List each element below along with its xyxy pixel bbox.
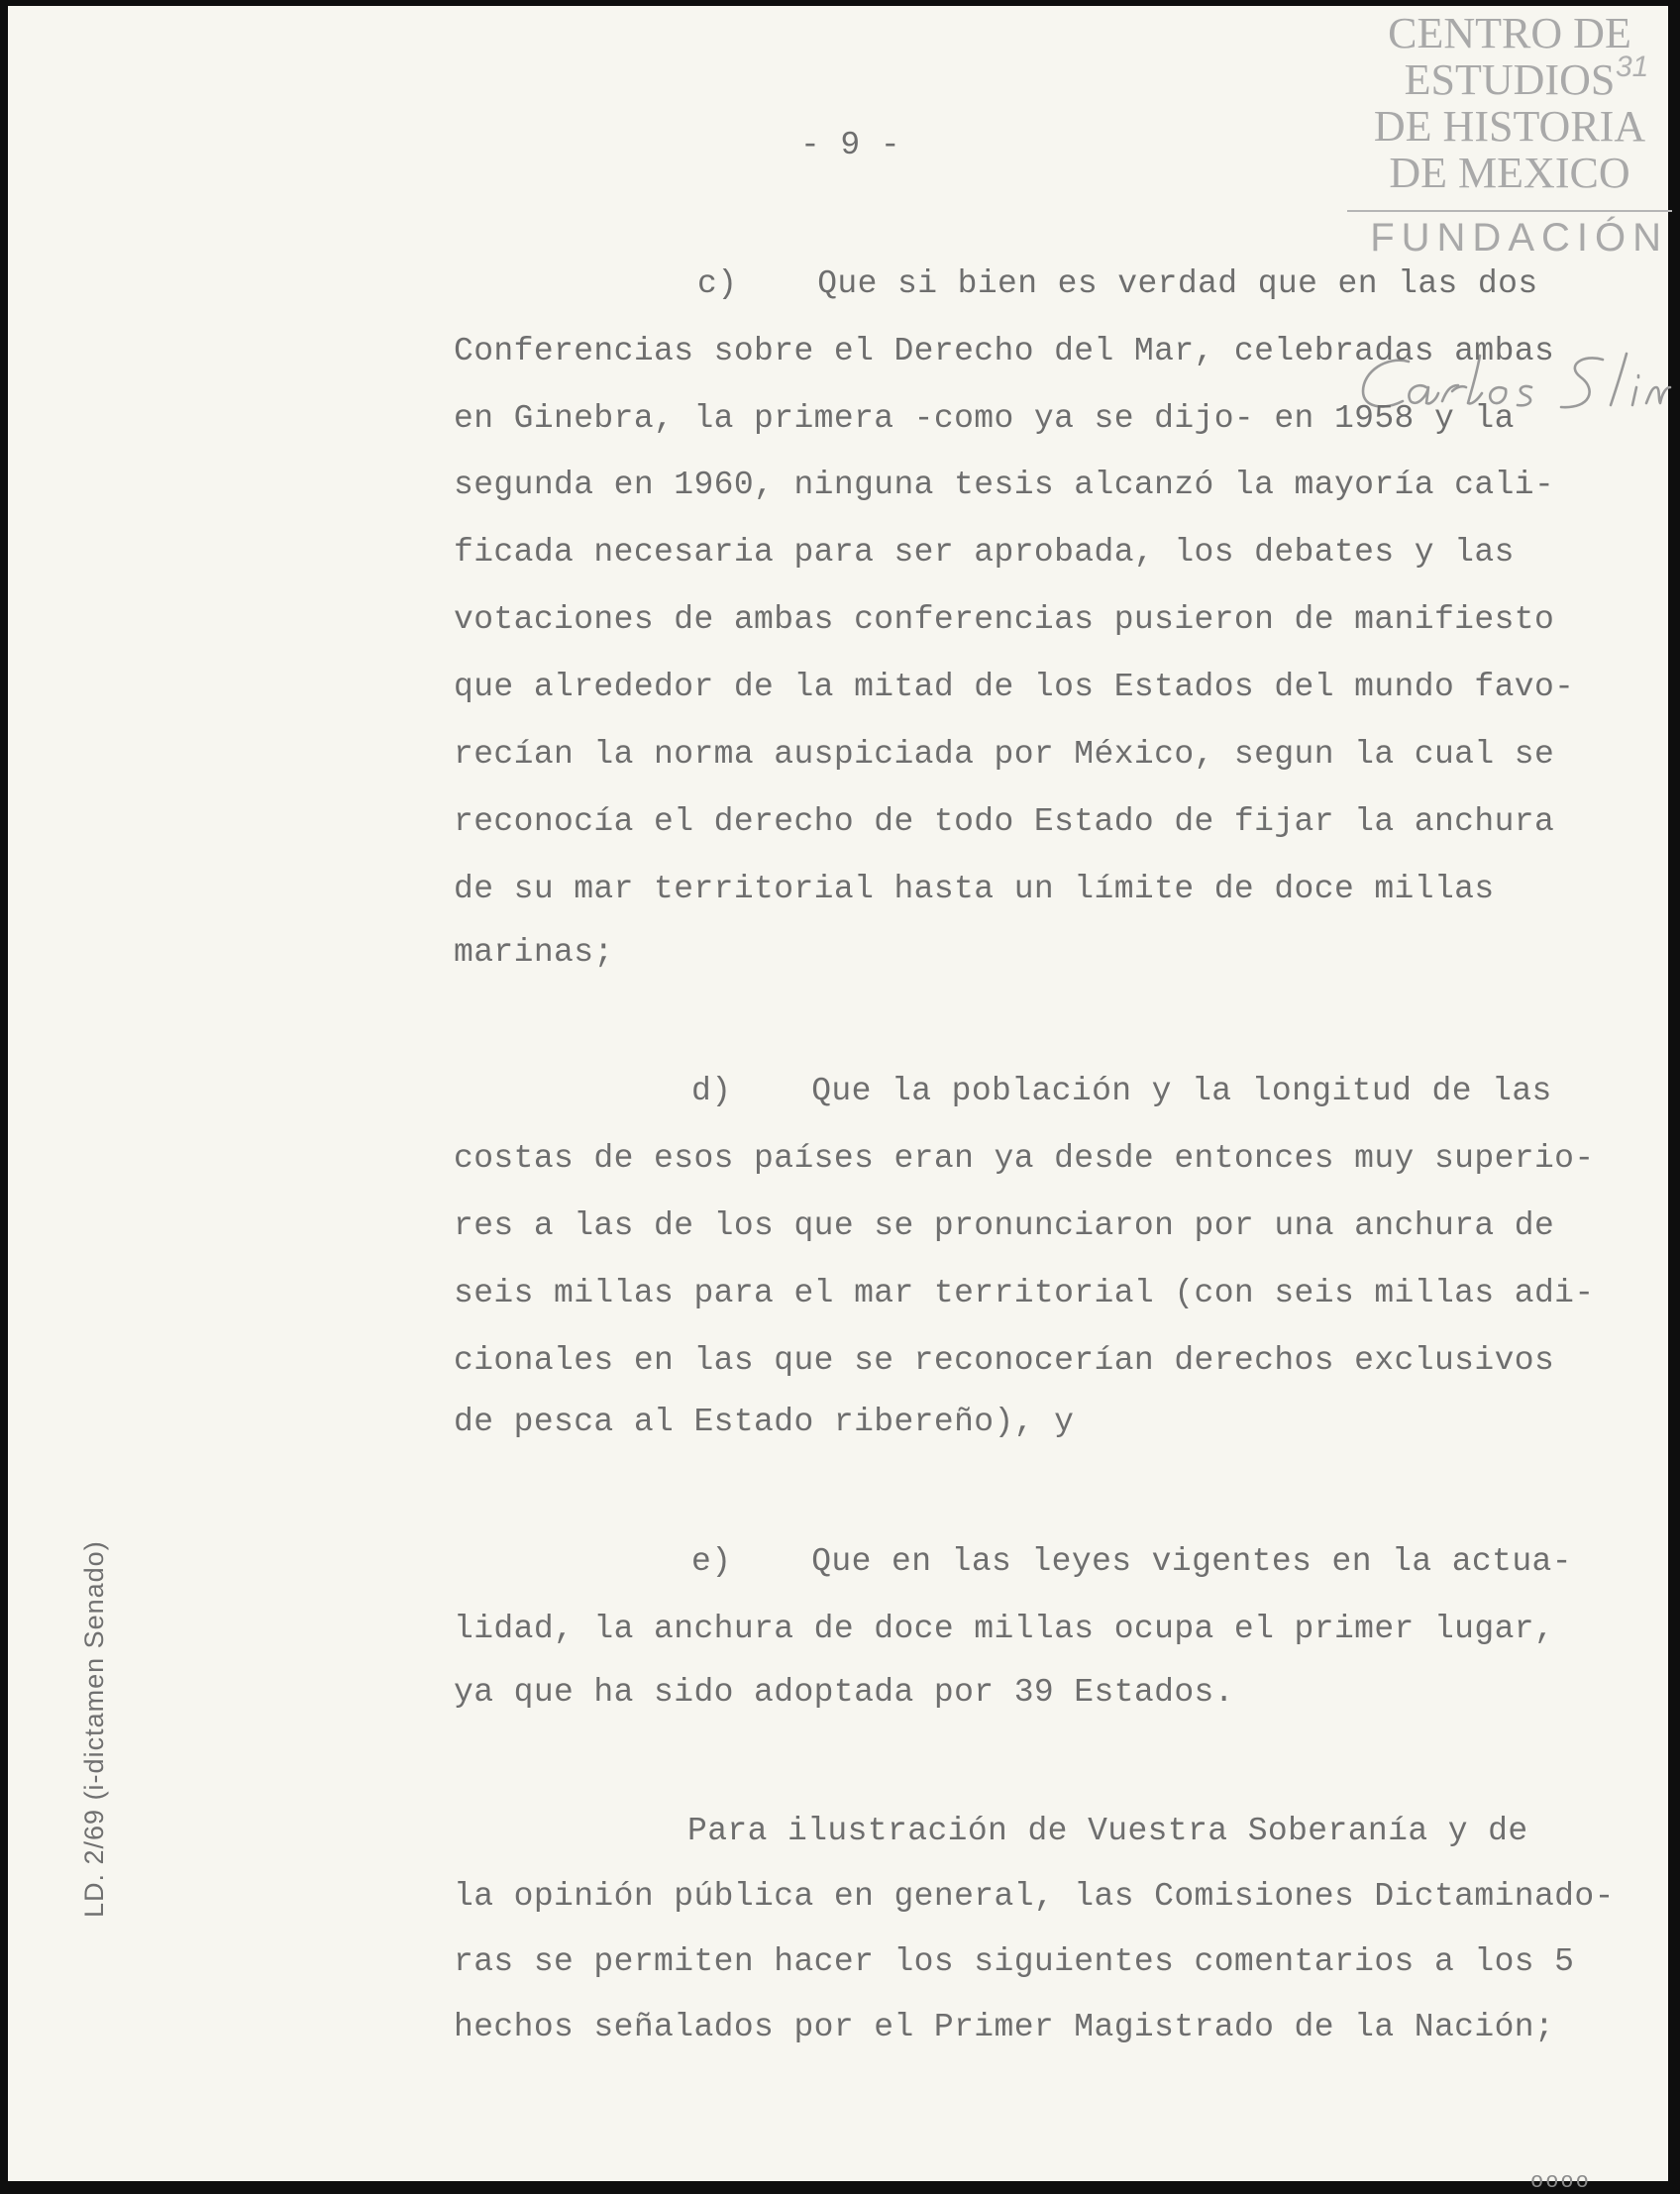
paragraph-c-line-9: reconocía el derecho de todo Estado de fijar la anchura	[454, 803, 1555, 840]
side-reference-note: LD. 2/69 (i-dictamen Senado)	[79, 1540, 109, 1918]
closing-paragraph-line-3: ras se permiten hacer los siguientes comentarios a los 5	[454, 1943, 1575, 1980]
pencil-page-number: 31	[1616, 51, 1649, 83]
page-number: - 9 -	[800, 127, 901, 163]
paragraph-d-line-6: de pesca al Estado ribereño), y	[454, 1404, 1075, 1440]
stamp-line-2: ESTUDIOS	[1404, 55, 1616, 104]
archive-stamp	[1347, 10, 1672, 261]
paragraph-d-line-5: cionales en las que se reconocerían derechos exclusivos	[454, 1342, 1555, 1379]
paragraph-c-line-5: ficada necesaria para ser aprobada, los debates y las	[454, 534, 1515, 571]
paragraph-c-line-3: en Ginebra, la primera -como ya se dijo- en 1958 y la	[454, 400, 1515, 437]
paragraph-c-line-8: recían la norma auspiciada por México, segun la cual se	[454, 736, 1555, 773]
continuation-marks: oooo	[1530, 2169, 1591, 2194]
stamp-line-4: DE MEXICO	[1389, 149, 1630, 197]
paragraph-d-line-4: seis millas para el mar territorial (con seis millas adi-	[454, 1275, 1595, 1311]
paragraph-d-line-2: costas de esos países eran ya desde entonces muy superio-	[454, 1140, 1595, 1177]
stamp-foundation: FUNDACIÓN	[1370, 216, 1668, 260]
paragraph-c-line-6: votaciones de ambas conferencias pusieron de manifiesto	[454, 601, 1555, 638]
closing-paragraph-line-2: la opinión pública en general, las Comisiones Dictaminado-	[454, 1878, 1615, 1915]
paragraph-c-line-11: marinas;	[454, 934, 614, 971]
paragraph-d-line-3: res a las de los que se pronunciaron por una anchura de	[454, 1207, 1555, 1244]
paragraph-c-line-7: que alrededor de la mitad de los Estados del mundo favo-	[454, 669, 1575, 705]
paragraph-c-line-10: de su mar territorial hasta un límite de doce millas	[454, 871, 1495, 907]
stamp-line-3: DE HISTORIA	[1373, 102, 1646, 151]
closing-paragraph-line-4: hechos señalados por el Primer Magistrado de la Nación;	[454, 2009, 1555, 2045]
paragraph-c-line-1: c) Que si bien es verdad que en las dos	[697, 265, 1538, 302]
paragraph-c-line-4: segunda en 1960, ninguna tesis alcanzó la mayoría cali-	[454, 467, 1555, 503]
closing-paragraph-line-1: Para ilustración de Vuestra Soberanía y de	[687, 1813, 1528, 1849]
paragraph-e-line-3: ya que ha sido adoptada por 39 Estados.	[454, 1674, 1234, 1711]
document-page	[8, 6, 1668, 2194]
paragraph-d-line-1: d) Que la población y la longitud de las	[691, 1073, 1552, 1109]
stamp-line-1: CENTRO DE	[1388, 9, 1631, 57]
paragraph-e-line-1: e) Que en las leyes vigentes en la actua-	[691, 1543, 1572, 1580]
stamp-divider	[1347, 210, 1672, 212]
paragraph-e-line-2: lidad, la anchura de doce millas ocupa el primer lugar,	[454, 1611, 1555, 1647]
paragraph-c-line-2: Conferencias sobre el Derecho del Mar, celebradas ambas	[454, 333, 1555, 369]
